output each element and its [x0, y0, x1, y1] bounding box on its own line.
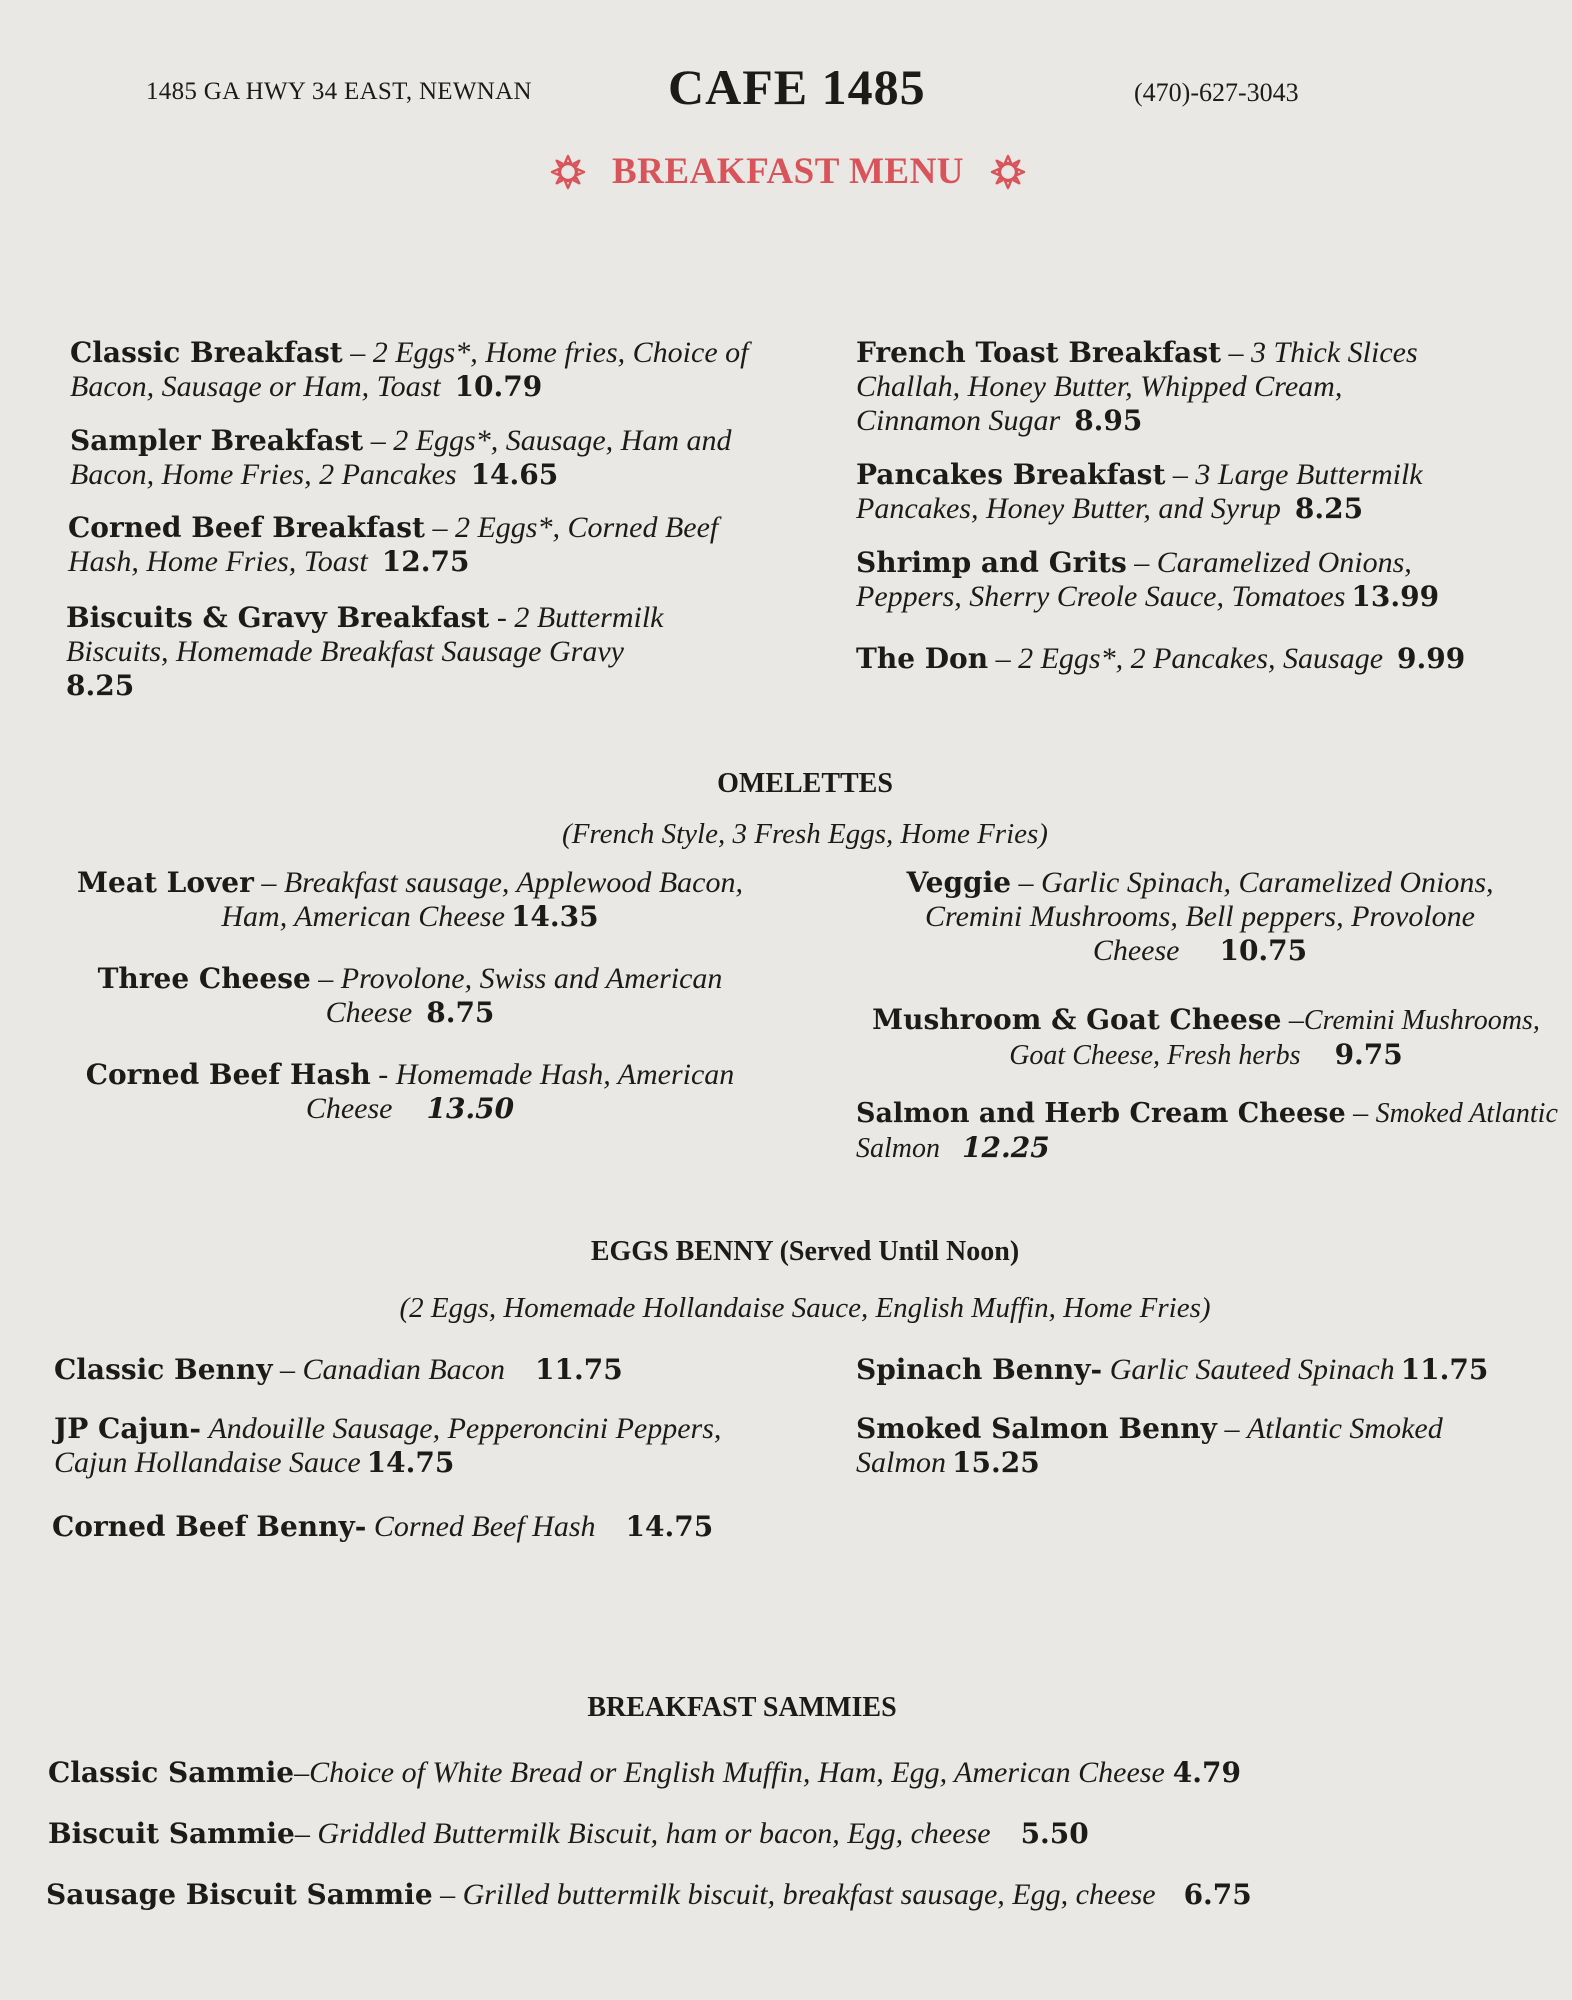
item-description: Smoked Atlantic Salmon [856, 1098, 1558, 1164]
item-price: 9.99 [1397, 642, 1466, 675]
menu-title: BREAKFAST MENU [612, 151, 965, 192]
item-price: 6.75 [1183, 1878, 1252, 1911]
item-separator: – [988, 642, 1019, 675]
item-separator: – [342, 336, 373, 369]
item-name: Meat Lover [77, 866, 254, 899]
menu-item [856, 458, 1496, 526]
item-price: 9.75 [1334, 1038, 1403, 1071]
item-name: Mushroom & Goat Cheese [872, 1003, 1282, 1036]
item-separator: – [424, 511, 455, 544]
item-name: Corned Beef Benny- [52, 1510, 367, 1543]
restaurant-phone: (470)-627-3043 [1134, 78, 1299, 107]
item-description: 2 Eggs*, Home fries, Choice of Bacon, Sausage or Ham, Toast [70, 336, 749, 403]
menu-item [48, 1756, 1548, 1790]
item-name: Classic Benny [54, 1353, 273, 1386]
item-description: Cremini Mushrooms, Goat Cheese, Fresh herbs [1009, 1005, 1540, 1071]
item-price: 4.79 [1172, 1756, 1241, 1789]
item-price: 10.75 [1219, 934, 1308, 967]
item-description: 2 Buttermilk Biscuits, Homemade Breakfast Sausage Gravy [66, 601, 664, 668]
section-title-sammies: BREAKFAST SAMMIES [587, 1692, 897, 1723]
item-separator: – [1281, 1003, 1304, 1036]
item-separator: – [272, 1353, 303, 1386]
item-price: 10.79 [454, 370, 543, 403]
item-separator: – [432, 1878, 463, 1911]
item-description: Choice of White Bread or English Muffin, Ham, Egg, American Cheese [309, 1756, 1165, 1789]
item-price: 15.25 [952, 1446, 1040, 1479]
menu-item [856, 1412, 1506, 1480]
menu-item [856, 1003, 1556, 1073]
item-name: Smoked Salmon Benny [856, 1412, 1217, 1445]
menu-item [66, 601, 726, 703]
menu-item [856, 1096, 1566, 1166]
item-description: 2 Eggs*, 2 Pancakes, Sausage [1018, 642, 1384, 675]
item-description: Atlantic Smoked Salmon [856, 1412, 1443, 1479]
item-separator: – [1345, 1096, 1376, 1129]
item-description: Griddled Buttermilk Biscuit, ham or bacon, Egg, cheese [317, 1817, 991, 1850]
item-price: 14.35 [510, 900, 599, 933]
menu-title-row [550, 150, 1050, 193]
section-subtitle-omelettes: (French Style, 3 Fresh Eggs, Home Fries) [562, 818, 1048, 850]
item-price: 14.75 [625, 1510, 714, 1543]
item-name: Classic Breakfast [70, 336, 343, 369]
item-description: Garlic Spinach, Caramelized Onions, Cremini Mushrooms, Bell peppers, Provolone Cheese [925, 866, 1494, 967]
menu-item [68, 511, 768, 579]
menu-item [60, 866, 760, 934]
menu-item [70, 424, 770, 492]
item-separator [366, 1510, 374, 1543]
item-description: Caramelized Onions, Peppers, Sherry Creole Sauce, Tomatoes [856, 546, 1412, 613]
menu-item [52, 1510, 792, 1544]
menu-item [856, 642, 1536, 676]
item-price: 5.50 [1020, 1817, 1089, 1850]
item-name: Biscuit Sammie [48, 1817, 295, 1850]
item-name: Three Cheese [97, 962, 311, 995]
sun-icon [550, 154, 586, 190]
menu-item [54, 1353, 774, 1387]
item-separator: – [253, 866, 284, 899]
item-name: Shrimp and Grits [856, 546, 1127, 579]
menu-item [60, 962, 760, 1030]
item-description: Homemade Hash, American Cheese [305, 1058, 735, 1125]
menu-item [60, 1058, 760, 1126]
item-description: Garlic Sauteed Spinach [1109, 1353, 1395, 1386]
menu-item [46, 1878, 1546, 1912]
item-price: 12.25 [962, 1131, 1050, 1164]
section-subtitle-benny: (2 Eggs, Homemade Hollandaise Sauce, English Muffin, Home Fries) [399, 1292, 1211, 1324]
menu-item [48, 1817, 1548, 1851]
item-description: Breakfast sausage, Applewood Bacon, Ham, American Cheese [221, 866, 743, 933]
item-price: 13.99 [1351, 580, 1440, 613]
item-separator: – [363, 424, 394, 457]
item-price: 12.75 [381, 545, 470, 578]
item-price: 8.25 [1294, 492, 1364, 525]
item-name: Salmon and Herb Cream Cheese [856, 1098, 1346, 1129]
menu-item [856, 546, 1516, 614]
item-separator: – [294, 1756, 310, 1789]
item-separator: - [370, 1058, 396, 1091]
menu-item [856, 336, 1456, 438]
item-description: 3 Large Buttermilk Pancakes, Honey Butter, and Syrup [856, 458, 1423, 525]
item-name: Classic Sammie [48, 1756, 295, 1789]
item-name: Spinach Benny- [856, 1353, 1103, 1386]
item-separator: – [1221, 336, 1252, 369]
restaurant-address: 1485 GA HWY 34 EAST, NEWNAN [146, 78, 532, 105]
item-description: Canadian Bacon [302, 1353, 505, 1386]
item-separator: – [1011, 866, 1042, 899]
menu-item [70, 336, 770, 404]
item-description: Grilled buttermilk biscuit, breakfast sausage, Egg, cheese [462, 1878, 1156, 1911]
menu-item [856, 1353, 1556, 1387]
item-price: 11.75 [1400, 1353, 1489, 1386]
item-name: JP Cajun- [54, 1412, 201, 1445]
item-name: Sausage Biscuit Sammie [46, 1878, 433, 1911]
item-description: 2 Eggs*, Sausage, Ham and Bacon, Home Fries, 2 Pancakes [70, 424, 732, 491]
item-name: Corned Beef Hash [85, 1058, 371, 1091]
item-separator: – [1165, 458, 1196, 491]
item-name: Sampler Breakfast [70, 424, 364, 457]
item-price: 14.65 [470, 458, 559, 491]
item-price: 8.95 [1074, 404, 1143, 437]
item-price: 13.50 [426, 1092, 515, 1125]
item-price: 14.75 [366, 1446, 455, 1479]
item-price: 8.75 [426, 996, 495, 1029]
item-name: Biscuits & Gravy Breakfast [66, 601, 490, 634]
section-title-omelettes: OMELETTES [717, 768, 893, 799]
item-description: Corned Beef Hash [373, 1510, 596, 1543]
item-separator: – [310, 962, 341, 995]
item-name: Veggie [906, 866, 1012, 899]
item-description: Provolone, Swiss and American Cheese [325, 962, 723, 1029]
item-separator: - [489, 601, 515, 634]
item-separator: – [1216, 1412, 1247, 1445]
item-separator: – [294, 1817, 318, 1850]
sun-icon [990, 154, 1026, 190]
item-separator: – [1126, 546, 1157, 579]
item-name: Corned Beef Breakfast [68, 511, 425, 544]
item-separator [1102, 1353, 1110, 1386]
item-name: Pancakes Breakfast [856, 458, 1166, 491]
item-name: French Toast Breakfast [856, 336, 1222, 369]
item-price: 8.25 [66, 669, 135, 702]
menu-item [860, 866, 1540, 968]
item-name: The Don [856, 642, 989, 675]
restaurant-name: CAFE 1485 [668, 59, 926, 115]
menu-item [54, 1412, 734, 1480]
item-description: Andouille Sausage, Pepperoncini Peppers, Cajun Hollandaise Sauce [54, 1412, 722, 1479]
item-price: 11.75 [535, 1353, 623, 1386]
item-description: 2 Eggs*, Corned Beef Hash, Home Fries, Toast [68, 511, 719, 578]
item-description: 3 Thick Slices Challah, Honey Butter, Whipped Cream, Cinnamon Sugar [856, 336, 1418, 437]
section-title-benny: EGGS BENNY (Served Until Noon) [590, 1236, 1020, 1267]
